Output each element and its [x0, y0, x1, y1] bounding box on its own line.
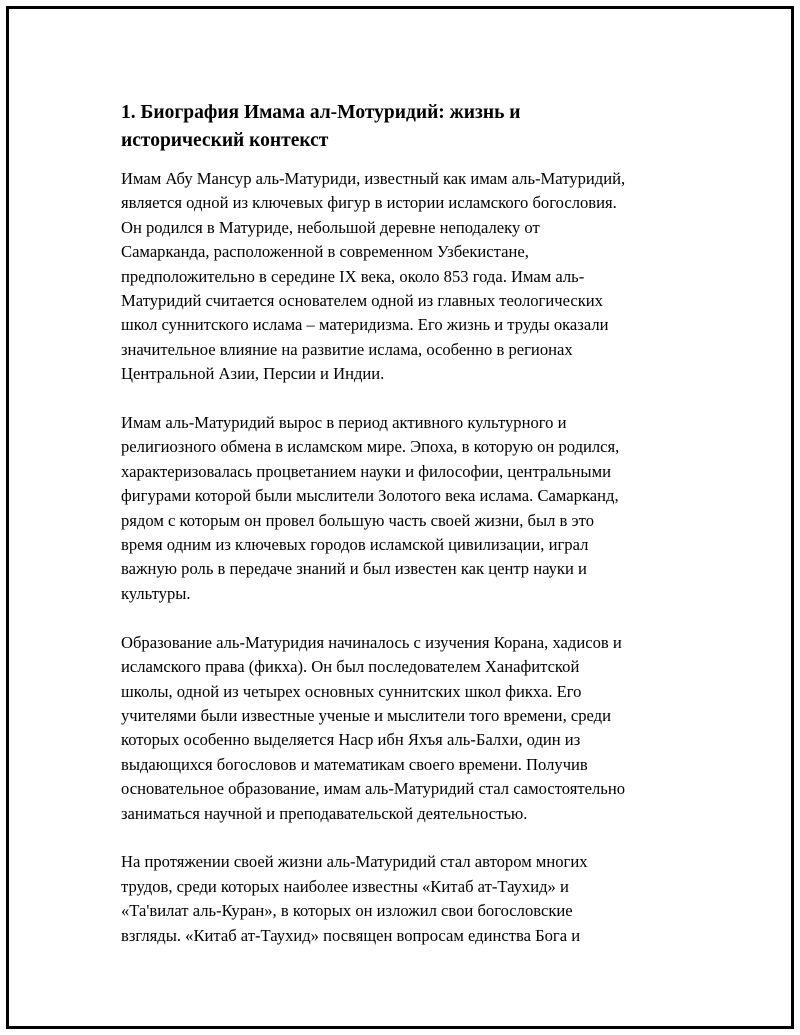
text-line: которых особенно выделяется Наср ибн Яхъя аль-Балхи, один из [121, 730, 581, 750]
page-frame [6, 6, 794, 1029]
text-line: «Та'вилат аль-Куран», в которых он изложил свои богословские [121, 901, 573, 921]
paragraph-3 [121, 631, 701, 826]
text-line: важную роль в передаче знаний и был известен как центр науки и [121, 559, 587, 579]
text-line: Имам Абу Мансур аль-Матуриди, известный как имам аль-Матуридий, [121, 169, 626, 188]
text-line: выдающихся богословов и математикам своего времени. Получив [121, 754, 588, 774]
text-line: рядом с которым он провел большую часть своей жизни, был в это [121, 510, 594, 530]
text-line: является одной из ключевых фигур в истории исламского богословия. [121, 193, 617, 213]
text-line: предположительно в середине IX века, около 853 года. Имам аль- [121, 266, 585, 286]
text-line: Образование аль-Матуридия начиналось с изучения Корана, хадисов и [121, 632, 622, 652]
text-line: фигурами которой были мыслители Золотого века ислама. Самарканд, [121, 486, 619, 506]
text-line: основательное образование, имам аль-Матуридий стал самостоятельно [121, 779, 625, 799]
text-line: культуры. [121, 583, 191, 603]
text-line: Самарканда, расположенной в современном Узбекистане, [121, 242, 529, 262]
text-line: учителями были известные ученые и мыслители того времени, среди [121, 705, 611, 725]
paragraph-1 [121, 167, 701, 387]
text-line: время одним из ключевых городов исламской цивилизации, играл [121, 535, 589, 555]
paragraph-2 [121, 411, 701, 606]
text-line: На протяжении своей жизни аль-Матуридий стал автором многих [121, 852, 588, 872]
text-line: школ суннитского ислама – материдизма. Его жизнь и труды оказали [121, 315, 609, 335]
text-line: религиозного обмена в исламском мире. Эпоха, в которую он родился, [121, 437, 620, 457]
text-line: взгляды. «Китаб ат-Таухид» посвящен вопросам единства Бога и [121, 925, 581, 945]
text-line: Он родился в Матуриде, небольшой деревне неподалеку от [121, 217, 540, 237]
text-line: значительное влияние на развитие ислама, особенно в регионах [121, 339, 573, 359]
text-line: Имам аль-Матуридий вырос в период активного культурного и [121, 413, 567, 433]
text-line: заниматься научной и преподавательской деятельностью. [121, 803, 528, 823]
text-line: исламского права (фикха). Он был последователем Ханафитской [121, 657, 580, 677]
section-heading [121, 99, 701, 155]
text-line: характеризовалась процветанием науки и философии, центральными [121, 461, 611, 481]
heading-line: 1. Биография Имама ал-Мотуридий: жизнь и [121, 102, 521, 123]
document-body [121, 99, 701, 972]
text-line: трудов, среди которых наиболее известны «Китаб ат-Таухид» и [121, 876, 569, 896]
text-line: Матуридий считается основателем одной из главных теологических [121, 291, 603, 311]
text-line: Центральной Азии, Персии и Индии. [121, 364, 385, 384]
paragraph-4 [121, 850, 701, 948]
heading-line: исторический контекст [121, 130, 329, 151]
text-line: школы, одной из четырех основных суннитских школ фикха. Его [121, 681, 582, 701]
